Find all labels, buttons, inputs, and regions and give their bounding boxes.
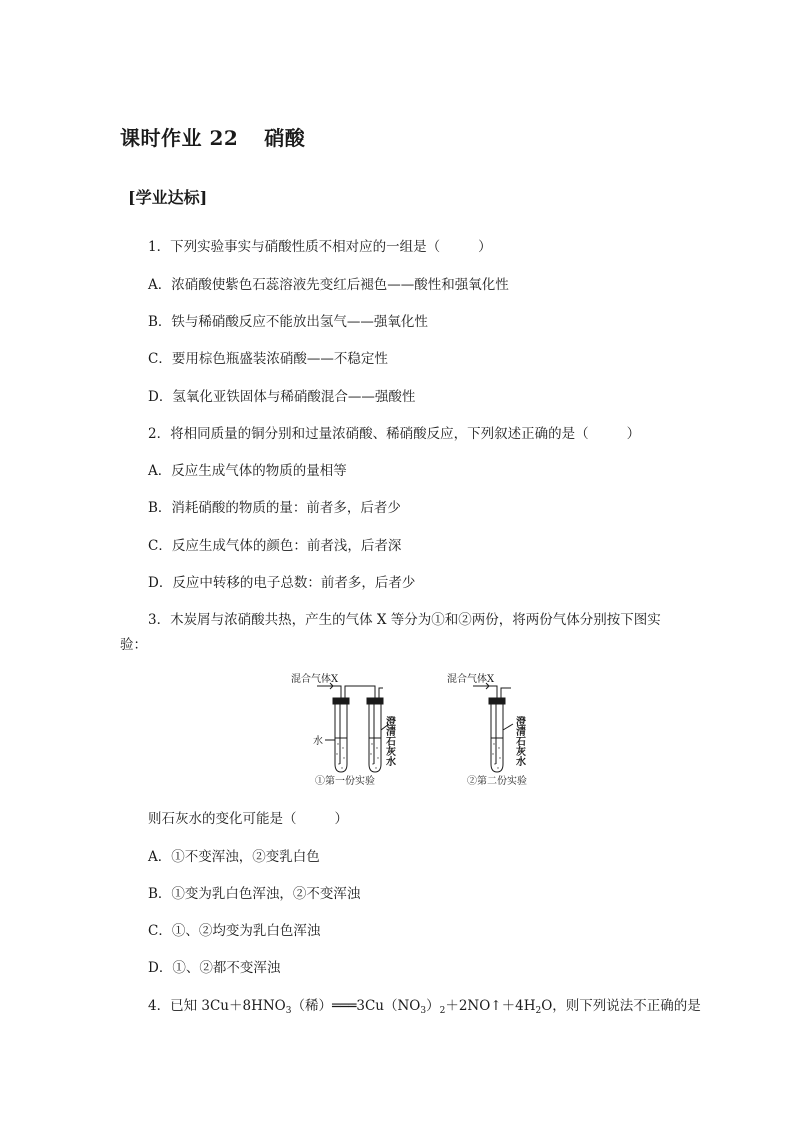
question-1-option-d[interactable]: D．氢氧化亚铁固体与稀硝酸混合——强酸性 — [148, 389, 416, 405]
gas-label-1: 混合气体X — [291, 674, 339, 685]
question-2-option-d[interactable]: D．反应中转移的电子总数：前者多，后者少 — [148, 575, 416, 591]
gas-label-2: 混合气体X — [447, 674, 495, 685]
caption-1: ①第一份实验 — [315, 776, 375, 787]
caption-2: ②第二份实验 — [467, 776, 527, 787]
title-number: 课时作业 22 — [120, 126, 239, 150]
page-title — [120, 122, 305, 151]
question-3-stem: 3．木炭屑与浓硝酸共热，产生的气体 X 等分为①和②两份，将两份气体分别按下图实 — [148, 612, 661, 628]
limewater-label-1: 澄清石灰水 — [383, 716, 395, 766]
question-3-option-d[interactable]: D．①、②都不变浑浊 — [148, 960, 281, 976]
water-label: 水 — [313, 736, 323, 747]
question-3-stem-continued: 验： — [120, 637, 147, 653]
question-2-option-a[interactable]: A．反应生成气体的物质的量相等 — [148, 463, 347, 479]
title-topic: 硝酸 — [264, 126, 306, 150]
question-3-option-c[interactable]: C．①、②均变为乳白色浑浊 — [148, 923, 321, 939]
question-3-option-a[interactable]: A．①不变浑浊，②变乳白色 — [148, 849, 320, 865]
question-1-option-b[interactable]: B．铁与稀硝酸反应不能放出氢气——强氧化性 — [148, 314, 428, 330]
limewater-label-2: 澄清石灰水 — [513, 716, 525, 766]
question-1-stem: 1．下列实验事实与硝酸性质不相对应的一组是（ ） — [148, 239, 492, 255]
question-2-option-b[interactable]: B．消耗硝酸的物质的量：前者多，后者少 — [148, 500, 401, 516]
question-1-option-c[interactable]: C．要用棕色瓶盛装浓硝酸——不稳定性 — [148, 351, 388, 367]
question-2-option-c[interactable]: C．反应生成气体的颜色：前者浅，后者深 — [148, 538, 402, 554]
question-1-option-a[interactable]: A．浓硝酸使紫色石蕊溶液先变红后褪色——酸性和强氧化性 — [148, 277, 509, 293]
question-3-option-b[interactable]: B．①变为乳白色浑浊，②不变浑浊 — [148, 886, 361, 902]
experiment-figure — [285, 668, 545, 790]
question-2-stem: 2．将相同质量的铜分别和过量浓硝酸、稀硝酸反应，下列叙述正确的是（ ） — [148, 426, 641, 442]
question-3-ask: 则石灰水的变化可能是（ ） — [148, 811, 348, 827]
section-heading: [学业达标] — [128, 188, 208, 207]
question-4-stem: 4．已知 $3Cu+8HNO_3$（稀）$═══3Cu(NO_3)_2+2NO↑+4H_2O$，则下列说法不正确的是 — [148, 998, 701, 1016]
